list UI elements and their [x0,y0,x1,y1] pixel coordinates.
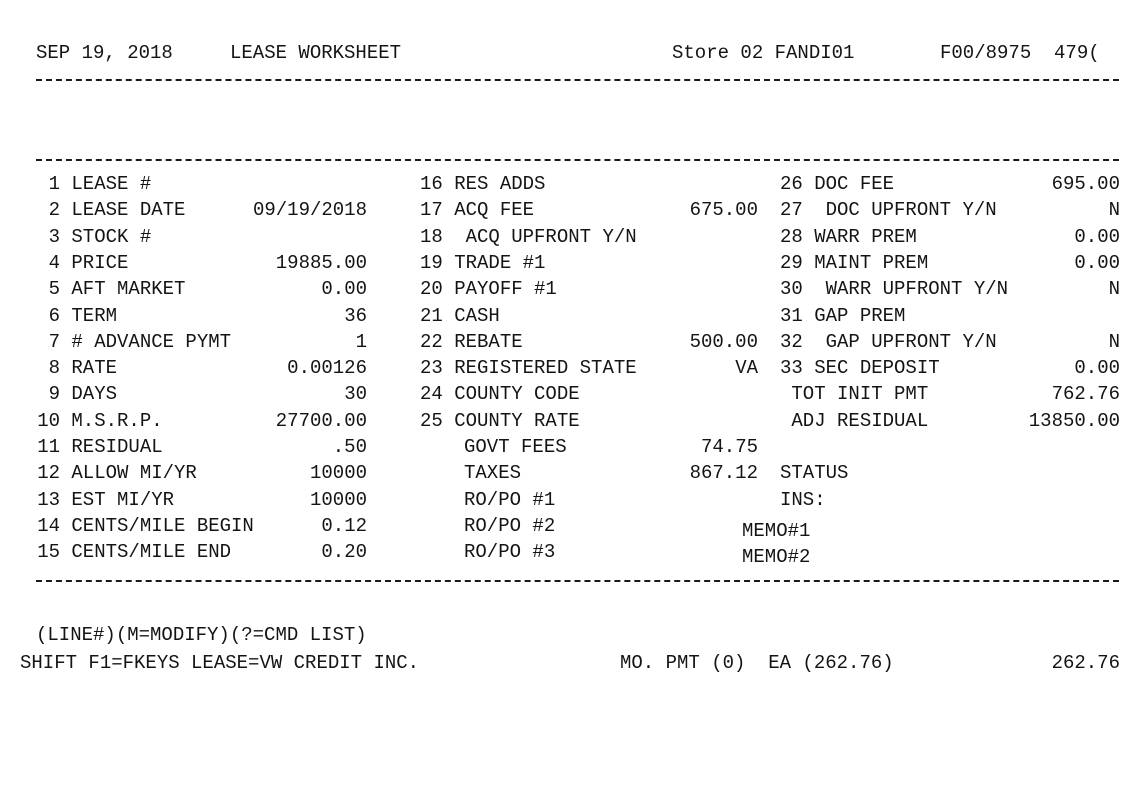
field-label: MAINT PREM [814,251,929,274]
field-label: REGISTERED STATE [454,357,637,380]
field-line-number: 29 [780,251,803,274]
field-row[interactable] [30,381,367,407]
store-id: Store 02 FANDI01 [672,42,855,64]
field-value[interactable]: 74.75 [700,436,758,458]
divider [36,580,1119,582]
field-row[interactable] [420,487,758,513]
field-line-number: 31 [780,304,803,327]
field-line-number: 22 [420,330,443,353]
field-row[interactable] [30,460,367,486]
field-value[interactable]: 0.00 [1074,357,1120,380]
field-line-number: 4 [48,251,60,274]
field-row[interactable] [30,513,367,539]
field-label: RES ADDS [454,173,546,195]
field-row[interactable] [780,303,1120,329]
field-value[interactable]: 13850.00 [1028,409,1120,432]
field-label: COUNTY CODE [454,383,580,406]
field-line-number: 17 [420,199,443,222]
field-value[interactable]: 1 [355,330,367,353]
field-line-number: 28 [780,225,803,248]
field-row[interactable] [780,171,1120,197]
field-row[interactable] [420,513,758,539]
field-label: TRADE #1 [454,251,546,274]
field-line-number: 20 [420,278,443,301]
field-line-number: 25 [420,409,443,432]
field-value[interactable]: VA [735,357,758,380]
command-hint: (LINE#)(M=MODIFY)(?=CMD LIST) [36,624,367,646]
field-label: EST MI/YR [71,488,175,511]
field-row[interactable] [780,329,1120,355]
field-value[interactable]: 36 [344,304,367,327]
field-value[interactable]: 19885.00 [275,251,367,274]
field-value[interactable]: N [1108,330,1120,353]
field-value[interactable]: 867.12 [689,462,758,485]
field-label: ADJ RESIDUAL [780,409,929,432]
field-value[interactable]: 675.00 [689,199,758,222]
field-row[interactable] [30,408,367,434]
field-value[interactable]: 10000 [309,462,367,485]
field-line-number: 2 [48,199,60,222]
field-label: STOCK # [71,225,152,248]
field-row[interactable] [30,434,367,460]
field-row[interactable] [420,250,758,276]
field-row[interactable] [420,408,758,434]
report-date: SEP 19, 2018 [36,42,173,64]
field-value[interactable]: 10000 [309,488,367,511]
field-value[interactable]: 0.20 [321,541,367,564]
field-label: CENTS/MILE END [71,541,232,564]
field-value[interactable]: 0.00 [1074,225,1120,248]
field-label: RO/PO #2 [464,514,556,537]
field-label: COUNTY RATE [454,409,580,432]
field-value[interactable]: 500.00 [689,330,758,353]
monthly-payment-label: MO. PMT (0) EA (262.76) [620,652,894,674]
field-row[interactable] [30,276,367,302]
field-label: SEC DEPOSIT [814,357,940,380]
memo-2-label[interactable]: MEMO#2 [742,546,811,568]
field-row[interactable] [780,276,1120,302]
field-line-number: 23 [420,357,443,380]
field-label: # ADVANCE PYMT [71,330,232,353]
field-row[interactable] [30,329,367,355]
field-value[interactable]: 762.76 [1051,383,1120,406]
field-label: STATUS [780,462,849,485]
field-label: INS: [780,488,826,511]
field-row[interactable] [780,381,1120,407]
field-label: TAXES [464,462,522,485]
field-line-number: 15 [37,541,60,564]
field-label: LEASE DATE [71,199,186,222]
field-row[interactable] [780,408,1120,434]
field-label: M.S.R.P. [71,409,163,432]
field-label: WARR PREM [814,225,917,248]
field-line-number: 24 [420,383,443,406]
field-row[interactable] [30,355,367,381]
field-value[interactable]: N [1108,199,1120,222]
field-label: DAYS [71,383,118,406]
field-row[interactable] [420,329,758,355]
field-line-number: 21 [420,304,443,327]
function-key-hint: SHIFT F1=FKEYS LEASE=VW CREDIT INC. [20,652,420,674]
field-row[interactable] [30,539,367,565]
field-line-number: 27 [780,199,803,222]
field-line-number: 9 [48,383,60,406]
field-label: GAP UPFRONT Y/N [814,330,997,353]
field-value[interactable]: .50 [332,436,367,458]
field-line-number: 6 [48,304,60,327]
field-row[interactable] [30,224,367,250]
worksheet-codes: F00/8975 479( [940,42,1100,64]
field-row[interactable] [30,171,367,197]
field-value[interactable]: 0.12 [321,514,367,537]
field-label: GOVT FEES [464,436,567,458]
field-row[interactable] [780,197,1120,223]
field-row[interactable] [30,197,367,223]
field-line-number: 33 [780,357,803,380]
field-line-number: 3 [48,225,60,248]
field-row[interactable] [420,381,758,407]
field-row[interactable] [30,303,367,329]
field-label: CASH [454,304,500,327]
field-row[interactable] [780,460,1120,486]
field-row[interactable] [30,250,367,276]
field-label: DOC UPFRONT Y/N [814,199,997,222]
field-line-number: 16 [420,173,443,195]
field-label: PRICE [71,251,129,274]
field-label: DOC FEE [814,173,895,195]
divider [36,159,1119,161]
field-value[interactable]: N [1108,278,1120,301]
field-row[interactable] [420,171,758,197]
field-line-number: 5 [48,278,60,301]
field-row[interactable] [420,434,758,460]
monthly-payment-value: 262.76 [1051,652,1120,674]
divider [36,79,1119,81]
page-title: LEASE WORKSHEET [230,42,402,64]
field-row[interactable] [420,303,758,329]
field-row[interactable] [420,224,758,250]
field-value[interactable]: 30 [344,383,367,406]
field-label: TOT INIT PMT [780,383,929,406]
field-label: RATE [71,357,118,380]
field-value[interactable]: 695.00 [1051,173,1120,195]
field-label: CENTS/MILE BEGIN [71,514,254,537]
field-row[interactable] [780,224,1120,250]
field-line-number: 19 [420,251,443,274]
field-row[interactable] [780,487,1120,513]
field-line-number: 13 [37,488,60,511]
field-line-number: 32 [780,330,803,353]
field-line-number: 14 [37,514,60,537]
field-line-number: 12 [37,462,60,485]
field-value[interactable]: 0.00 [1074,251,1120,274]
field-line-number: 26 [780,173,803,195]
field-label: LEASE # [71,173,152,195]
field-label: GAP PREM [814,304,906,327]
field-line-number: 11 [37,436,60,458]
field-label: ACQ UPFRONT Y/N [454,225,637,248]
field-line-number: 1 [48,173,60,195]
field-label: PAYOFF #1 [454,278,557,301]
field-label: TERM [71,304,118,327]
field-row[interactable] [420,460,758,486]
field-label: RO/PO #3 [464,541,556,564]
field-line-number: 30 [780,278,803,301]
memo-1-label[interactable]: MEMO#1 [742,520,811,542]
field-label: WARR UPFRONT Y/N [814,278,1009,301]
field-row[interactable] [30,487,367,513]
field-row[interactable] [420,276,758,302]
field-line-number: 8 [48,357,60,380]
field-label: RO/PO #1 [464,488,556,511]
field-row[interactable] [780,355,1120,381]
field-label: AFT MARKET [71,278,186,301]
field-label: ACQ FEE [454,199,535,222]
field-row[interactable] [780,434,1120,460]
field-label: ALLOW MI/YR [71,462,197,485]
field-row[interactable] [420,539,758,565]
field-line-number: 7 [48,330,60,353]
field-line-number: 18 [420,225,443,248]
field-row[interactable] [780,250,1120,276]
field-value[interactable]: 09/19/2018 [252,199,367,222]
field-row[interactable] [420,197,758,223]
field-line-number: 10 [37,409,60,432]
field-value[interactable]: 0.00126 [287,357,367,380]
field-value[interactable]: 27700.00 [275,409,367,432]
field-value[interactable]: 0.00 [321,278,367,301]
field-row[interactable] [420,355,758,381]
field-label: REBATE [454,330,523,353]
field-label: RESIDUAL [71,436,163,458]
